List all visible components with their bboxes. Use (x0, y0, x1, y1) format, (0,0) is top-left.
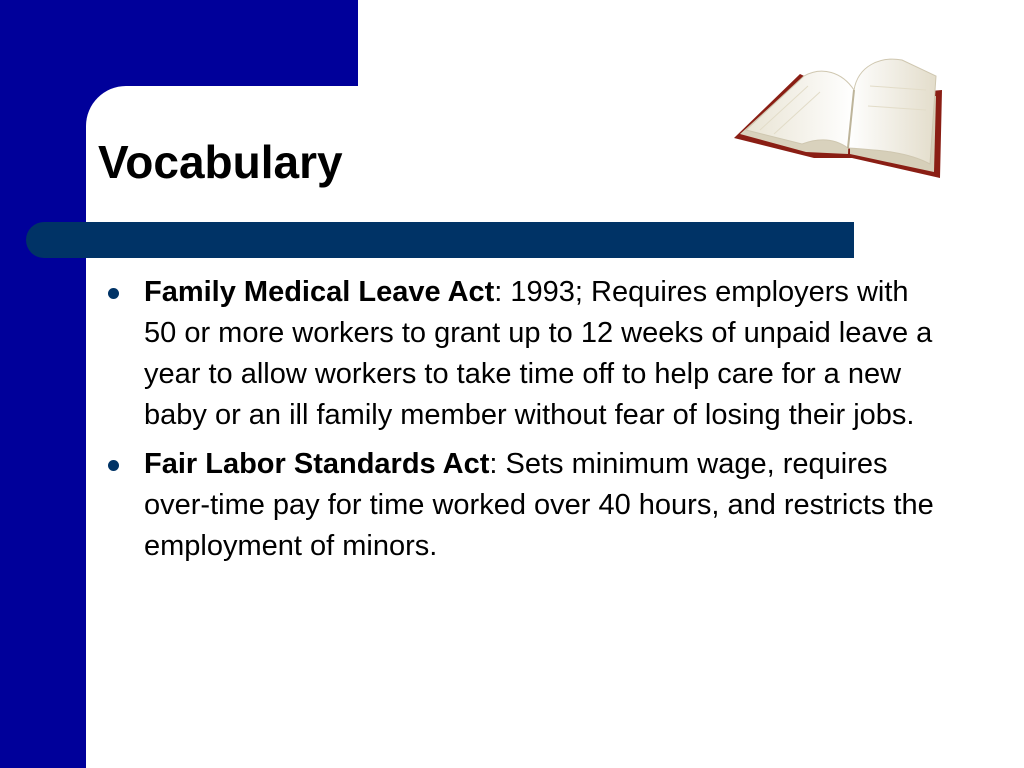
frame-top-bar (0, 0, 358, 86)
term-separator: : (489, 448, 498, 480)
term-label: Family Medical Leave Act (144, 276, 495, 308)
term-separator: : (494, 276, 503, 308)
bullet-dot (108, 460, 119, 471)
bullet-list (104, 272, 944, 575)
term-definition: 1993; Requires employers with 50 or more workers to grant up to 12 weeks of unpaid leave a year to allow workers to take time off to help care for a new baby or an ill family member without fear of losing their jobs. (144, 276, 933, 431)
open-book-icon (730, 46, 948, 184)
term-definition: Sets minimum wage, requires over-time pay for time worked over 40 hours, and restricts the employment of minors. (144, 448, 934, 562)
bullet-dot (108, 288, 119, 299)
slide-title: Vocabulary (98, 136, 343, 188)
term-label: Fair Labor Standards Act (144, 448, 490, 480)
bullet-item-flsa (104, 444, 944, 567)
frame-left-bar (0, 0, 86, 768)
title-underline-bar (26, 222, 854, 258)
bullet-item-fmla (104, 272, 944, 436)
